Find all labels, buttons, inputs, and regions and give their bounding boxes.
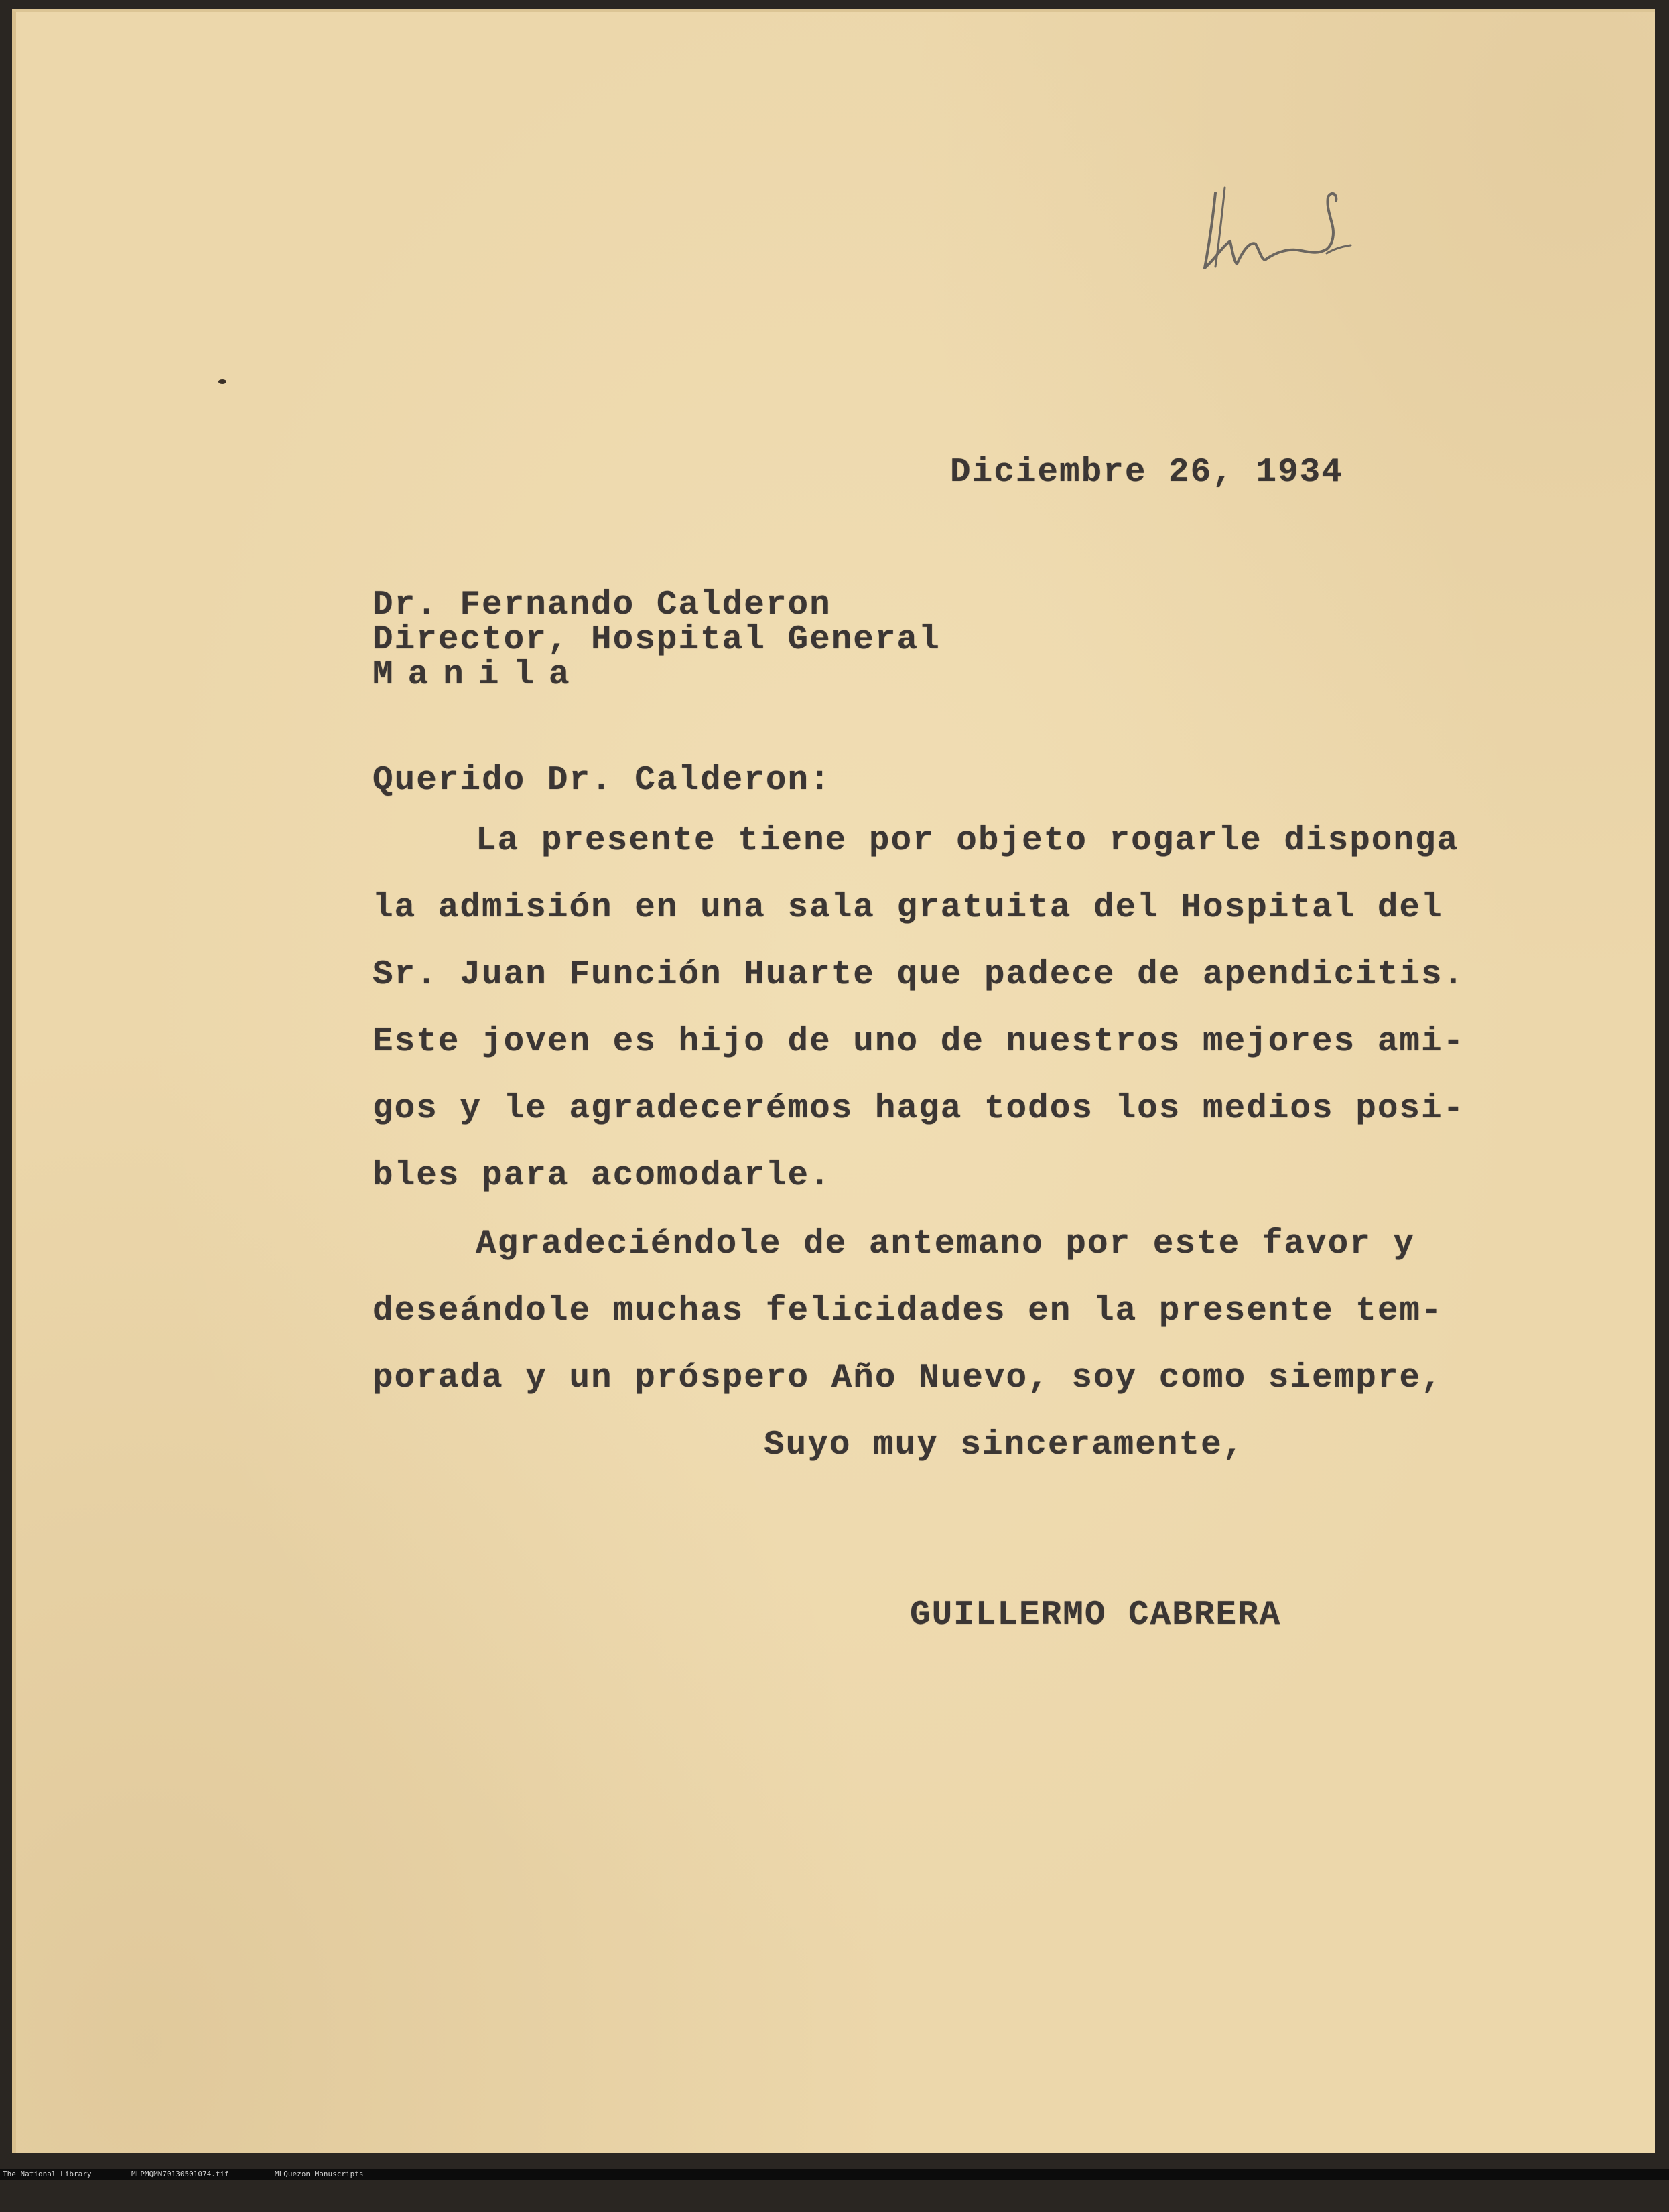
recipient-city: Manila: [373, 656, 584, 694]
body-line: porada y un próspero Año Nuevo, soy como siempre,: [373, 1359, 1443, 1397]
scan-footer-bar: [0, 2169, 1669, 2180]
body-line: Agradeciéndole de antemano por este favor y: [476, 1225, 1416, 1263]
footer-collection: MLQuezon Manuscripts: [275, 2170, 364, 2179]
footer-filename: MLPMQMN70130501074.tif: [131, 2170, 229, 2179]
ink-speck: [218, 379, 226, 384]
letter-date: Diciembre 26, 1934: [950, 454, 1343, 492]
signer-name: GUILLERMO CABRERA: [910, 1596, 1282, 1635]
body-line: La presente tiene por objeto rogarle disponga: [476, 822, 1459, 860]
handwritten-initials-mark: [1195, 180, 1390, 280]
recipient-name: Dr. Fernando Calderon: [373, 586, 831, 624]
body-line: la admisión en una sala gratuita del Hospital del: [373, 889, 1443, 927]
body-line: deseándole muchas felicidades en la presente tem-: [373, 1292, 1443, 1330]
body-line: Este joven es hijo de uno de nuestros mejores ami-: [373, 1023, 1465, 1061]
salutation: Querido Dr. Calderon:: [373, 762, 831, 800]
body-line: Sr. Juan Función Huarte que padece de apendicitis.: [373, 956, 1465, 994]
letter-page: [12, 9, 1655, 2153]
body-line: bles para acomodarle.: [373, 1157, 831, 1195]
complimentary-close: Suyo muy sinceramente,: [764, 1426, 1245, 1464]
footer-institution: The National Library: [3, 2170, 92, 2179]
recipient-title: Director, Hospital General: [373, 621, 941, 659]
body-line: gos y le agradecerémos haga todos los medios posi-: [373, 1090, 1465, 1128]
